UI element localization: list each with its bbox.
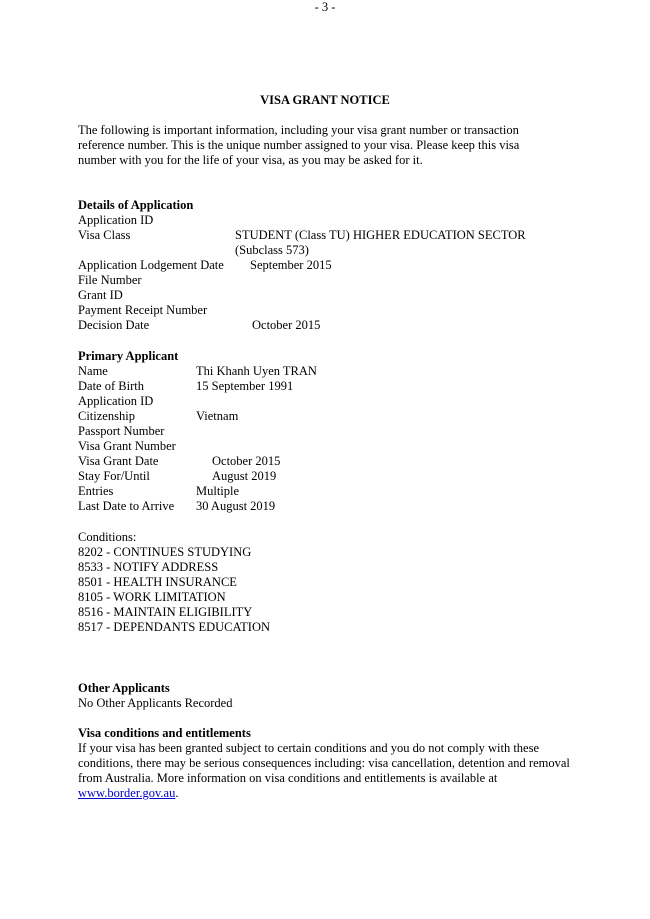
primary-applicant-heading: Primary Applicant (78, 349, 179, 363)
dob-value: 15 September 1991 (196, 379, 294, 393)
entitlements-paragraph (78, 741, 573, 801)
visa-grant-number-row (78, 439, 578, 454)
conditions-heading: Conditions: (78, 530, 137, 544)
file-number-row (78, 273, 578, 288)
visa-class-value (235, 228, 526, 258)
other-applicants-text: No Other Applicants Recorded (78, 696, 233, 710)
name-label: Name (78, 364, 108, 378)
passport-label: Passport Number (78, 424, 165, 438)
decision-date-value: October 2015 (252, 318, 321, 332)
border-website-link[interactable]: www.border.gov.au (78, 786, 176, 800)
stay-label: Stay For/Until (78, 469, 150, 483)
stay-value: August 2019 (212, 469, 277, 483)
dob-label: Date of Birth (78, 379, 144, 393)
last-date-label: Last Date to Arrive (78, 499, 175, 513)
lodgement-date-label: Application Lodgement Date (78, 258, 224, 272)
entitlements-text: If your visa has been granted subject to certain conditions and you do not comply with these conditions, there may be serious consequences including: visa cancellation, detention and removal from Australia. More information on visa conditions and entitlements is available at (78, 741, 570, 785)
passport-row (78, 424, 578, 439)
details-section (78, 198, 578, 333)
visa-grant-date-label: Visa Grant Date (78, 454, 159, 468)
dob-row (78, 379, 578, 394)
visa-class-value-line2: (Subclass 573) (235, 243, 309, 257)
payment-receipt-label: Payment Receipt Number (78, 303, 208, 317)
primary-application-id-label: Application ID (78, 394, 154, 408)
grant-id-row (78, 288, 578, 303)
condition-item: 8516 - MAINTAIN ELIGIBILITY (78, 605, 253, 619)
entries-value: Multiple (196, 484, 240, 498)
primary-application-id-row (78, 394, 578, 409)
visa-grant-date-row (78, 454, 578, 469)
application-id-row (78, 213, 578, 228)
visa-grant-date-value: October 2015 (212, 454, 281, 468)
application-id-label: Application ID (78, 213, 154, 227)
citizenship-label: Citizenship (78, 409, 135, 423)
details-heading: Details of Application (78, 198, 194, 212)
entitlements-section (78, 726, 578, 801)
entries-label: Entries (78, 484, 114, 498)
lodgement-date-row (78, 258, 578, 273)
entitlements-link-suffix: . (175, 786, 179, 800)
condition-item: 8517 - DEPENDANTS EDUCATION (78, 620, 271, 634)
visa-class-label: Visa Class (78, 228, 131, 242)
stay-row (78, 469, 578, 484)
name-value: Thi Khanh Uyen TRAN (196, 364, 317, 378)
visa-class-row (78, 228, 578, 258)
file-number-label: File Number (78, 273, 142, 287)
conditions-section (78, 530, 578, 635)
other-applicants-heading: Other Applicants (78, 681, 170, 695)
lodgement-date-value: September 2015 (250, 258, 332, 272)
condition-item: 8533 - NOTIFY ADDRESS (78, 560, 219, 574)
visa-grant-number-label: Visa Grant Number (78, 439, 176, 453)
condition-item: 8105 - WORK LIMITATION (78, 590, 226, 604)
visa-class-value-line1: STUDENT (Class TU) HIGHER EDUCATION SECTOR (235, 228, 526, 242)
grant-id-label: Grant ID (78, 288, 123, 302)
entitlements-heading: Visa conditions and entitlements (78, 726, 251, 740)
payment-receipt-row (78, 303, 578, 318)
page-number: - 3 - (314, 0, 336, 14)
primary-applicant-section (78, 349, 578, 514)
last-date-value: 30 August 2019 (196, 499, 276, 513)
name-row (78, 364, 578, 379)
notice-title: VISA GRANT NOTICE (260, 93, 390, 107)
decision-date-label: Decision Date (78, 318, 150, 332)
entries-row (78, 484, 578, 499)
citizenship-value: Vietnam (196, 409, 239, 423)
intro-paragraph: The following is important information, including your visa grant number or transaction reference number. This is the unique number assigned to your visa. Please keep this visa number with you for the life of your visa, as you may be asked for it. (78, 123, 520, 167)
condition-item: 8501 - HEALTH INSURANCE (78, 575, 237, 589)
citizenship-row (78, 409, 578, 424)
decision-date-row (78, 318, 578, 333)
last-date-row (78, 499, 578, 514)
other-applicants-section (78, 681, 578, 711)
condition-item: 8202 - CONTINUES STUDYING (78, 545, 252, 559)
